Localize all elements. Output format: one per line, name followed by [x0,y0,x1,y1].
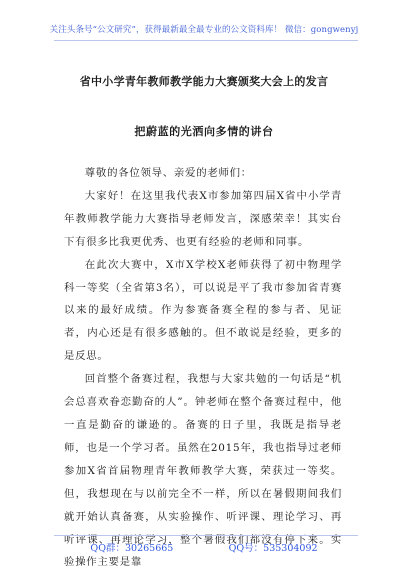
body-paragraph: 回首整个备赛过程，我想与大家共勉的一句话是“机会总喜欢眷恋勤奋的人”。钟老师在整个备赛过程中，他一直是勤奋的谦逊的。备赛的日子里，我既是指导老师，也是一个学习者。虽然在2015年，我也指导过老师参加X省首届物理青年教师教学大赛，荣获过一等奖。但，我想现在与以前完全不一样，所以在暑假期间我们就开始认真备赛，从实验操作、听评课、理论学习、再听评课、再理论学习，整个暑假我们都没有停下来。实验操作主要是靠 [64,373,342,569]
document-subtitle: 把蔚蓝的光洒向多情的讲台 [134,125,274,138]
document-body [64,162,342,574]
header-divider [54,40,358,41]
header-note: 关注头条号“公文研究”，获得最新最全最专业的公文资料库！ 微信：gongwenyj [49,25,359,35]
body-paragraph: 大家好！在这里我代表X市参加第四届X省中小学青年教师教学能力大赛指导老师发言，深感荣幸！其实台下有很多比我更优秀、也更有经验的老师和同事。 [64,189,342,248]
footer-contact [0,540,408,554]
footer-divider [54,535,358,536]
salutation-paragraph: 尊敬的各位领导、亲爱的老师们： [84,167,252,179]
document-title: 省中小学青年教师教学能力大赛颁奖大会上的发言 [79,75,329,88]
body-paragraph: 在此次大赛中，X市X学校X老师获得了初中物理学科一等奖（全省第3名），可以说是平了我市参加省青赛以来的最好成绩。作为参赛备赛全程的参与者、见证者，内心还是有很多感触的。但不敢说是经验，更多的是反思。 [64,258,342,363]
qq-number-label: QQ号：535304092 [228,543,318,554]
qq-group-label: QQ群：30265665 [90,543,174,554]
